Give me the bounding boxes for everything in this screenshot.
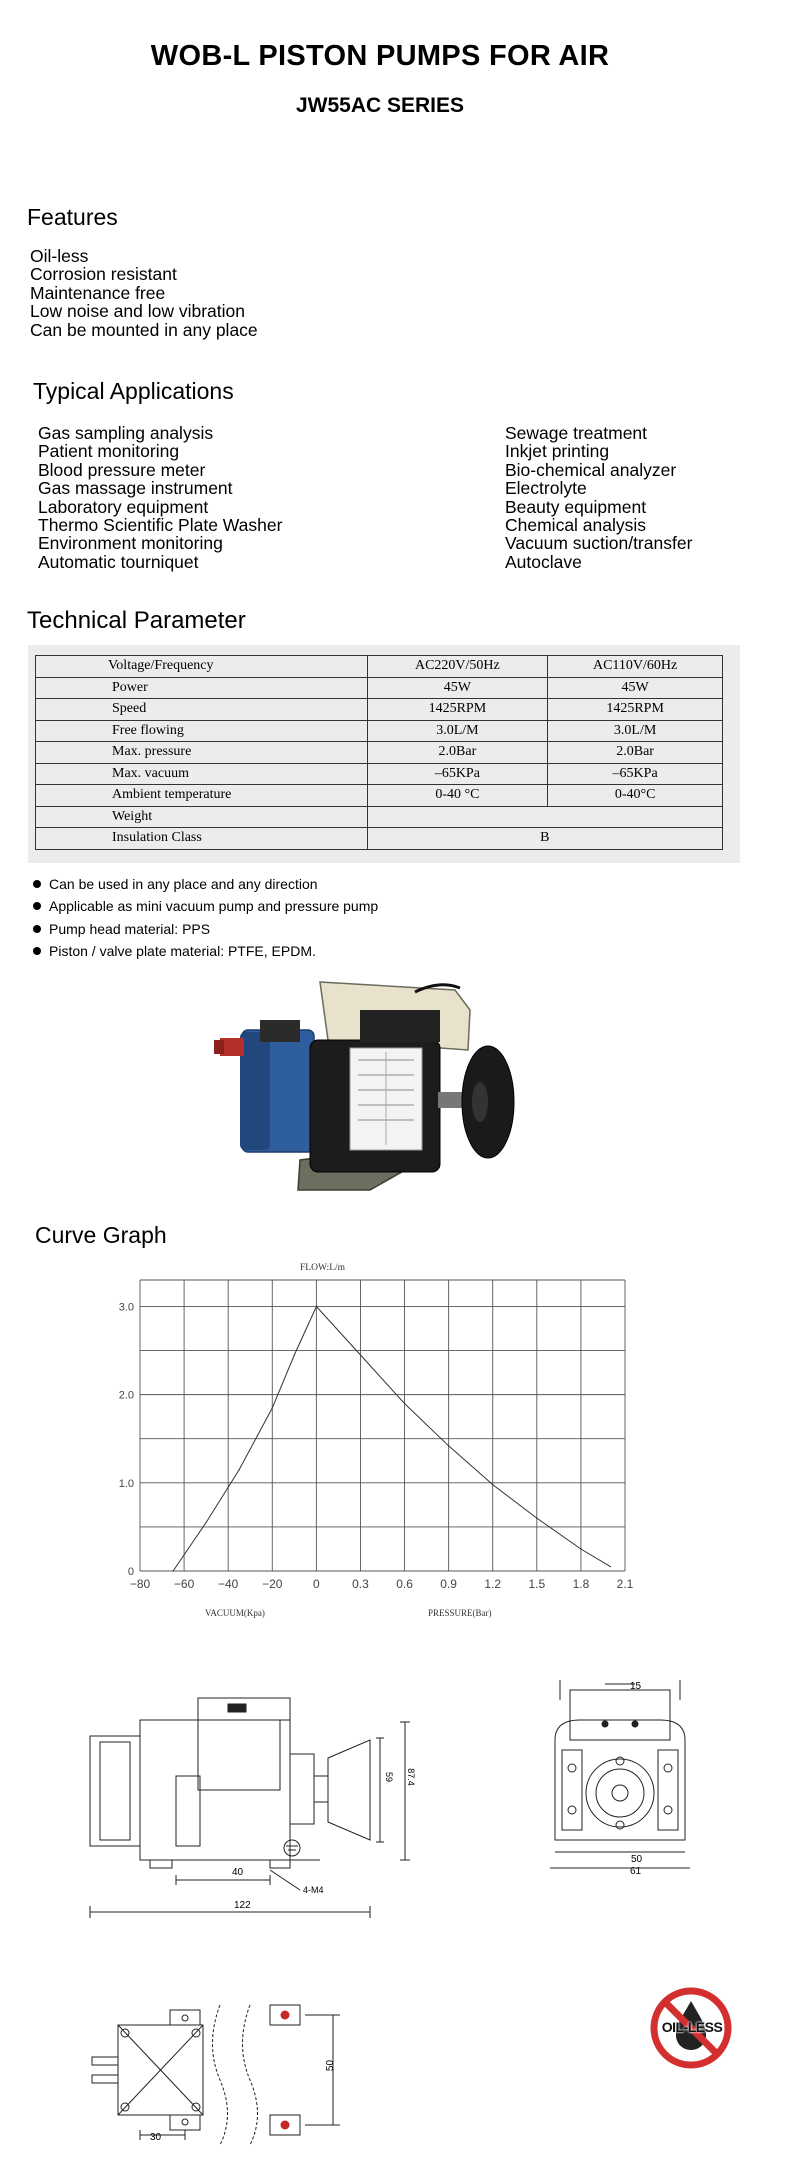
applications-left-list (38, 424, 282, 571)
x-tick-label: −60 (173, 1577, 195, 1591)
dim-label: 87.4 (405, 1768, 416, 1786)
list-item: Laboratory equipment (38, 496, 209, 517)
technical-table (35, 655, 723, 850)
dim-label: 61 (630, 1866, 642, 1877)
x-tick-label: 0 (313, 1577, 320, 1591)
table-cell: 0-40 °C (367, 785, 548, 807)
table-cell: AC110V/60Hz (548, 656, 723, 678)
pressure-point (610, 1566, 611, 1567)
bullet-icon (33, 947, 41, 955)
vacuum-point (239, 1469, 240, 1470)
table-row (36, 720, 723, 742)
list-item: Corrosion resistant (30, 264, 177, 285)
list-item: Patient monitoring (38, 441, 180, 462)
x-tick-label: 0.3 (352, 1577, 369, 1591)
table-cell: Power (36, 677, 368, 699)
x-tick-label: −20 (262, 1577, 283, 1591)
list-item: Oil-less (30, 246, 89, 266)
pressure-point (580, 1548, 581, 1549)
table-header-row (36, 656, 723, 678)
list-item: Electrolyte (505, 478, 587, 499)
y-tick-label: 3.0 (118, 1301, 134, 1314)
pressure-point (536, 1517, 537, 1518)
x-tick-label: 1.8 (572, 1577, 590, 1591)
table-row (36, 806, 723, 828)
list-item: Maintenance free (30, 282, 166, 303)
x-tick-label: 0.9 (440, 1577, 457, 1591)
list-item: Thermo Scientific Plate Washer (38, 515, 283, 536)
table-cell: AC220V/50Hz (367, 656, 548, 678)
vacuum-point (294, 1354, 295, 1355)
technical-heading: Technical Parameter (27, 607, 246, 634)
list-item: Low noise and low vibration (30, 301, 245, 322)
list-item: Can be used in any place and any direction (33, 876, 318, 892)
list-item: Gas massage instrument (38, 478, 233, 499)
bullet-icon (33, 880, 41, 888)
dim-label: 15 (630, 1681, 642, 1692)
dim-label: 50 (631, 1854, 643, 1865)
list-item: Applicable as mini vacuum pump and pressure pump (33, 898, 378, 914)
chart-title: FLOW:L/m (300, 1263, 346, 1273)
vacuum-point (206, 1522, 207, 1523)
list-item: Piston / valve plate material: PTFE, EPDM. (33, 943, 316, 959)
table-row (36, 828, 723, 850)
pressure-point (404, 1403, 405, 1404)
table-cell: –65KPa (367, 763, 548, 785)
list-item: Sewage treatment (505, 423, 648, 443)
table-cell (367, 806, 722, 828)
bullet-icon (33, 925, 41, 933)
features-heading: Features (27, 204, 118, 230)
dim-label: 30 (150, 2132, 162, 2143)
side-view-drawing (80, 1680, 490, 1920)
dim-label: 122 (234, 1900, 251, 1911)
bottom-view-drawing (70, 1985, 360, 2165)
vacuum-point (172, 1570, 173, 1571)
table-row (36, 677, 723, 699)
list-item: Environment monitoring (38, 533, 223, 554)
list-item: Beauty equipment (505, 496, 647, 517)
list-item: Can be mounted in any place (30, 319, 258, 340)
table-cell: 45W (367, 677, 548, 699)
y-tick-label: 0 (127, 1566, 134, 1578)
table-cell: 2.0Bar (548, 742, 723, 764)
y-tick-label: 1.0 (118, 1477, 134, 1490)
y-tick-label: 2.0 (118, 1389, 134, 1402)
logo-text: OIL-LESS (661, 2019, 723, 2035)
dim-label: 50 (325, 2059, 337, 2072)
list-item: Bio-chemical analyzer (505, 459, 677, 480)
table-row (36, 763, 723, 785)
table-cell: Max. pressure (36, 742, 368, 764)
curve-heading: Curve Graph (35, 1222, 167, 1248)
list-item: Blood pressure meter (38, 459, 206, 480)
table-cell: –65KPa (548, 763, 723, 785)
table-row (36, 742, 723, 764)
curve-chart (110, 1272, 650, 1612)
x-tick-label: 1.5 (528, 1577, 546, 1591)
table-cell: 1425RPM (548, 699, 723, 721)
pressure-point (360, 1354, 361, 1355)
applications-right-list (505, 424, 692, 571)
x-tick-label: −80 (129, 1577, 151, 1591)
table-cell: Free flowing (36, 720, 368, 742)
table-row (36, 699, 723, 721)
table-cell: Insulation Class (36, 828, 368, 850)
pressure-point (316, 1306, 317, 1307)
list-item: Gas sampling analysis (38, 423, 214, 443)
features-list (30, 247, 258, 339)
table-cell: 3.0L/M (548, 720, 723, 742)
chart-xlabel-pressure: PRESSURE(Bar) (428, 1608, 492, 1618)
chart-xlabel-vacuum: VACUUM(Kpa) (205, 1608, 265, 1618)
table-cell: Speed (36, 699, 368, 721)
page-title: WOB-L PISTON PUMPS FOR AIR (150, 40, 610, 72)
list-item: Inkjet printing (505, 441, 610, 462)
dim-label: 4-M4 (303, 1885, 324, 1895)
table-cell: 3.0L/M (367, 720, 548, 742)
table-cell: B (367, 828, 722, 850)
list-item: Automatic tourniquet (38, 551, 199, 572)
x-tick-label: 1.2 (484, 1577, 502, 1591)
vacuum-point (272, 1407, 273, 1408)
x-tick-label: 2.1 (616, 1577, 634, 1591)
table-cell: 1425RPM (367, 699, 548, 721)
table-cell: Max. vacuum (36, 763, 368, 785)
dim-label: 59 (384, 1771, 395, 1783)
table-cell: 0-40°C (548, 785, 723, 807)
page-subtitle: JW55AC SERIES (295, 94, 465, 117)
dim-label: 40 (232, 1867, 244, 1878)
table-cell: Voltage/Frequency (36, 656, 368, 678)
applications-heading: Typical Applications (33, 378, 234, 404)
x-tick-label: −40 (218, 1577, 239, 1591)
bullet-icon (33, 902, 41, 910)
table-cell: Ambient temperature (36, 785, 368, 807)
list-item: Autoclave (505, 551, 582, 572)
table-row (36, 785, 723, 807)
pressure-point (492, 1484, 493, 1485)
table-cell: Weight (36, 806, 368, 828)
list-item: Pump head material: PPS (33, 921, 210, 937)
list-item: Vacuum suction/transfer (505, 533, 693, 554)
x-tick-label: 0.6 (396, 1577, 413, 1591)
pump-product-image (210, 980, 560, 1200)
table-cell: 45W (548, 677, 723, 699)
pressure-point (448, 1445, 449, 1446)
end-view-drawing (540, 1660, 720, 1890)
list-item: Chemical analysis (505, 515, 647, 536)
table-cell: 2.0Bar (367, 742, 548, 764)
